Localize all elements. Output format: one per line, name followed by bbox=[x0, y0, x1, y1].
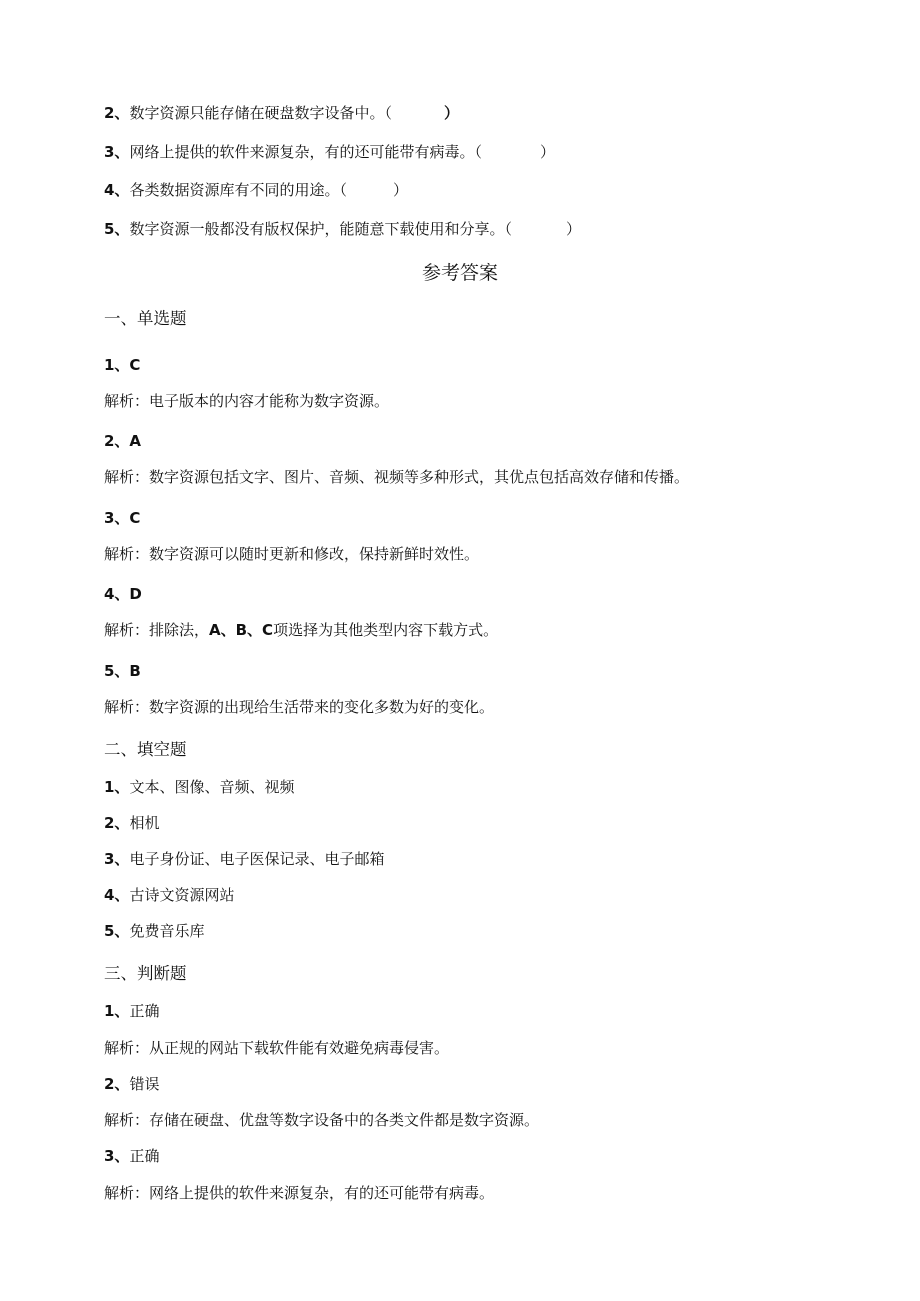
list-item: 4、古诗文资源网站 bbox=[104, 886, 235, 904]
question-number: 4、 bbox=[104, 181, 130, 199]
list-item: 3、正确 bbox=[104, 1147, 160, 1165]
list-item: 5、免费音乐库 bbox=[104, 922, 205, 940]
answer-explanation: 解析：网络上提供的软件来源复杂，有的还可能带有病毒。 bbox=[104, 1184, 495, 1202]
question-number: 2、 bbox=[104, 104, 130, 122]
section-heading-true-false: 三、判断题 bbox=[104, 964, 187, 983]
answer-blank-close: ） bbox=[443, 104, 459, 122]
answer-explanation: 解析：存储在硬盘、优盘等数字设备中的各类文件都是数字资源。 bbox=[104, 1111, 540, 1129]
answer-number: 4、D bbox=[104, 585, 142, 603]
answer-title: 参考答案 bbox=[421, 262, 498, 284]
list-item: 2、相机 bbox=[104, 814, 160, 832]
list-item: 1、文本、图像、音频、视频 bbox=[104, 778, 295, 796]
question-line bbox=[104, 219, 581, 239]
answer-blank-close: ） bbox=[565, 220, 581, 238]
question-text: 数字资源只能存储在硬盘数字设备中。 bbox=[129, 104, 385, 122]
answer-explanation: 解析：从正规的网站下载软件能有效避免病毒侵害。 bbox=[104, 1039, 450, 1057]
question-line bbox=[104, 142, 555, 162]
section-heading-single-choice: 一、单选题 bbox=[104, 309, 187, 328]
answer-explanation: 解析：数字资源的出现给生活带来的变化多数为好的变化。 bbox=[104, 698, 495, 716]
question-line bbox=[104, 180, 408, 200]
answer-blank-open: （ bbox=[384, 104, 392, 122]
section-heading-fill-blank: 二、填空题 bbox=[104, 740, 187, 759]
question-text: 各类数据资源库有不同的用途。 bbox=[129, 181, 340, 199]
question-line bbox=[104, 103, 459, 123]
answer-explanation: 解析：数字资源包括文字、图片、音频、视频等多种形式，其优点包括高效存储和传播。 bbox=[104, 468, 690, 486]
list-item: 3、电子身份证、电子医保记录、电子邮箱 bbox=[104, 850, 385, 868]
answer-blank-open: （ bbox=[504, 220, 512, 238]
answer-explanation: 解析：排除法，A、B、C项选择为其他类型内容下载方式。 bbox=[104, 621, 499, 639]
answer-number: 3、C bbox=[104, 509, 141, 527]
answer-number: 5、B bbox=[104, 662, 141, 680]
question-text: 网络上提供的软件来源复杂，有的还可能带有病毒。 bbox=[129, 143, 475, 161]
answer-blank-close: ） bbox=[539, 143, 555, 161]
answer-number: 1、C bbox=[104, 356, 141, 374]
answer-explanation: 解析：数字资源可以随时更新和修改，保持新鲜时效性。 bbox=[104, 545, 480, 563]
list-item: 1、正确 bbox=[104, 1002, 160, 1020]
list-item: 2、错误 bbox=[104, 1075, 160, 1093]
question-number: 5、 bbox=[104, 220, 130, 238]
answer-explanation: 解析：电子版本的内容才能称为数字资源。 bbox=[104, 392, 390, 410]
answer-blank-open: （ bbox=[339, 181, 347, 199]
question-text: 数字资源一般都没有版权保护，能随意下载使用和分享。 bbox=[129, 220, 505, 238]
answer-number: 2、A bbox=[104, 432, 142, 450]
answer-blank-open: （ bbox=[474, 143, 482, 161]
answer-blank-close: ） bbox=[392, 181, 408, 199]
question-number: 3、 bbox=[104, 143, 130, 161]
